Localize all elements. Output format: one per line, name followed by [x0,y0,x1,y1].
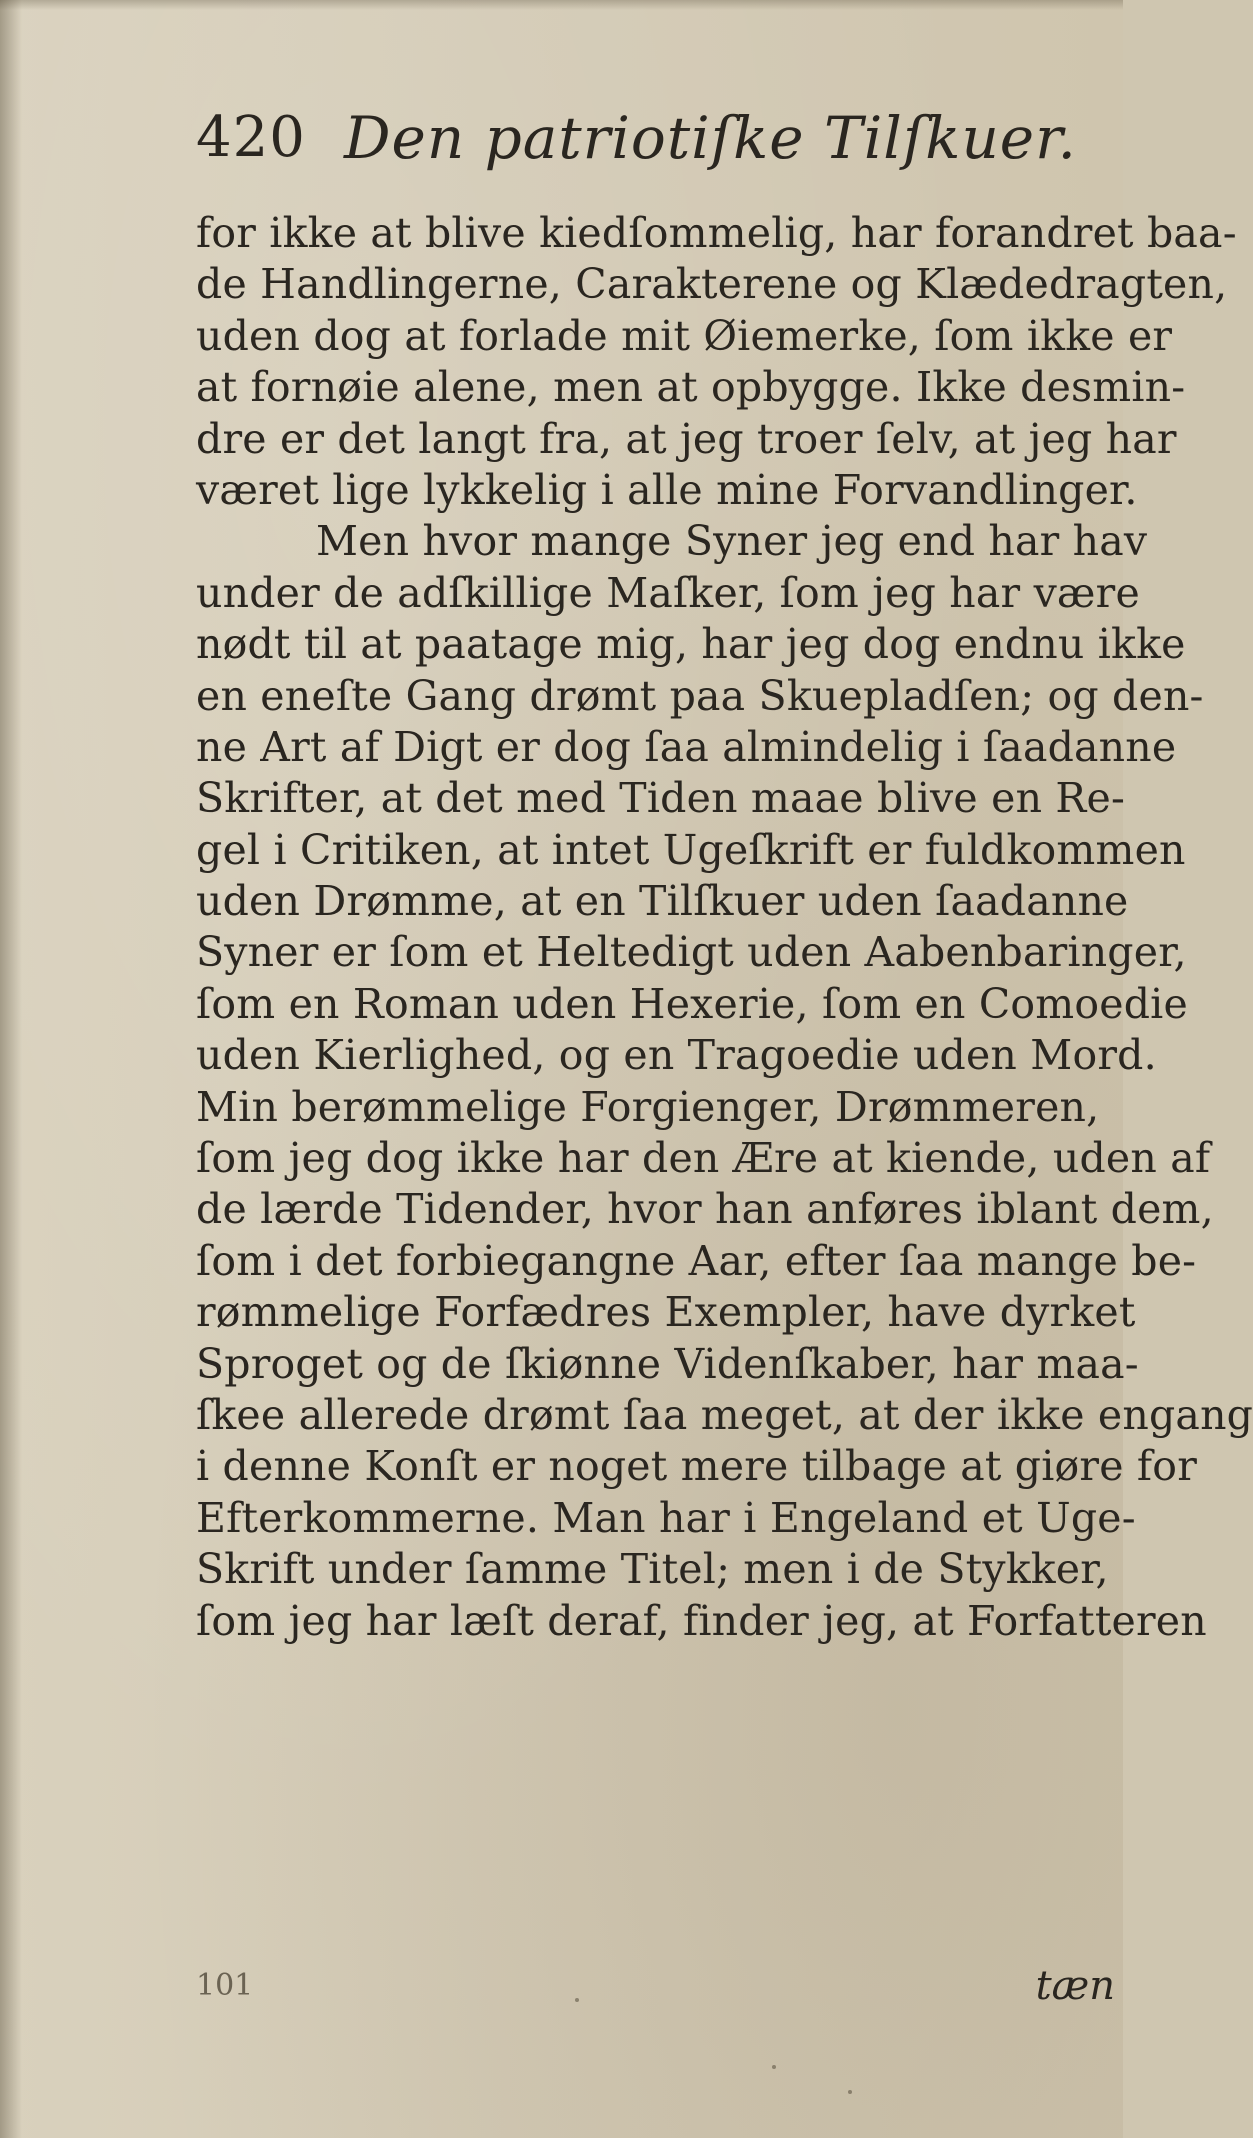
text-line: uden dog at forlade mit Øiemerke, ſom ikke er [196,311,1173,360]
paper-speck [848,2090,852,2094]
text-line: Min berømmelige Forgienger, Drømmeren, [196,1082,1100,1131]
text-line: Efterkommerne. Man har i Engeland et Uge- [196,1493,1136,1542]
text-line: at fornøie alene, men at opbygge. Ikke desmin- [196,363,1186,412]
text-line: de Handlingerne, Carakterene og Klædedragten, [196,260,1228,309]
text-line: dre er det langt fra, at jeg troer ſelv, at jeg har [196,414,1177,463]
page-header [196,98,1123,178]
paper-speck [575,1998,579,2002]
running-title: Den patriotiſke Tilſkuer. [344,104,1077,172]
text-line: Skrifter, at det med Tiden maae blive en Re- [196,774,1125,823]
gutter-shadow [0,0,22,2138]
text-line: Syner er ſom et Heltedigt uden Aabenbaringer, [196,928,1187,977]
paragraph-start-line: Men hvor mange Syner jeg end har hav [316,517,1148,566]
catchword: tæn [1035,1963,1115,2009]
text-line: i denne Konſt er noget mere tilbage at giøre for [196,1442,1197,1491]
text-line: gel i Critiken, at intet Ugeſkrift er fuldkommen [196,825,1186,874]
text-line: ne Art af Digt er dog ſaa almindelig i ſaadanne [196,722,1177,771]
paper-speck [772,2065,776,2069]
text-line: ſom i det forbiegangne Aar, efter ſaa mange be- [196,1236,1197,1285]
page-footer [196,1958,1123,2014]
text-line: rømmelige Forfædres Exempler, have dyrket [196,1288,1136,1337]
text-line: uden Drømme, at en Tilſkuer uden ſaadanne [196,877,1129,926]
page-top-edge [0,0,1123,10]
text-line: ſkee allerede drømt ſaa meget, at der ikke engang [196,1390,1253,1439]
text-line: de lærde Tidender, hvor han anføres iblant dem, [196,1185,1214,1234]
text-line: uden Kierlighed, og en Tragoedie uden Mord. [196,1031,1157,1080]
text-line: Sproget og de ſkiønne Videnſkaber, har maa- [196,1339,1139,1388]
text-line: ſom jeg har læſt deraf, finder jeg, at Forfatteren [196,1596,1207,1645]
text-line: nødt til at paatage mig, har jeg dog endnu ikke [196,620,1186,669]
text-line: en eneſte Gang drømt paa Skuepladſen; og den- [196,671,1204,720]
text-line: Skrift under ſamme Titel; men i de Stykker, [196,1545,1109,1594]
signature-mark: 101 [196,1968,254,2003]
page-number: 420 [196,105,306,170]
text-line: ſom jeg dog ikke har den Ære at kiende, uden af [196,1134,1211,1183]
text-line: under de adſkillige Maſker, ſom jeg har være [196,568,1140,617]
text-line: ſom en Roman uden Hexerie, ſom en Comoedie [196,979,1188,1028]
text-line: for ikke at blive kiedſommelig, har forandret baa- [196,209,1237,257]
body-text [196,208,1253,1968]
text-line: været lige lykkelig i alle mine Forvandlinger. [196,465,1138,514]
